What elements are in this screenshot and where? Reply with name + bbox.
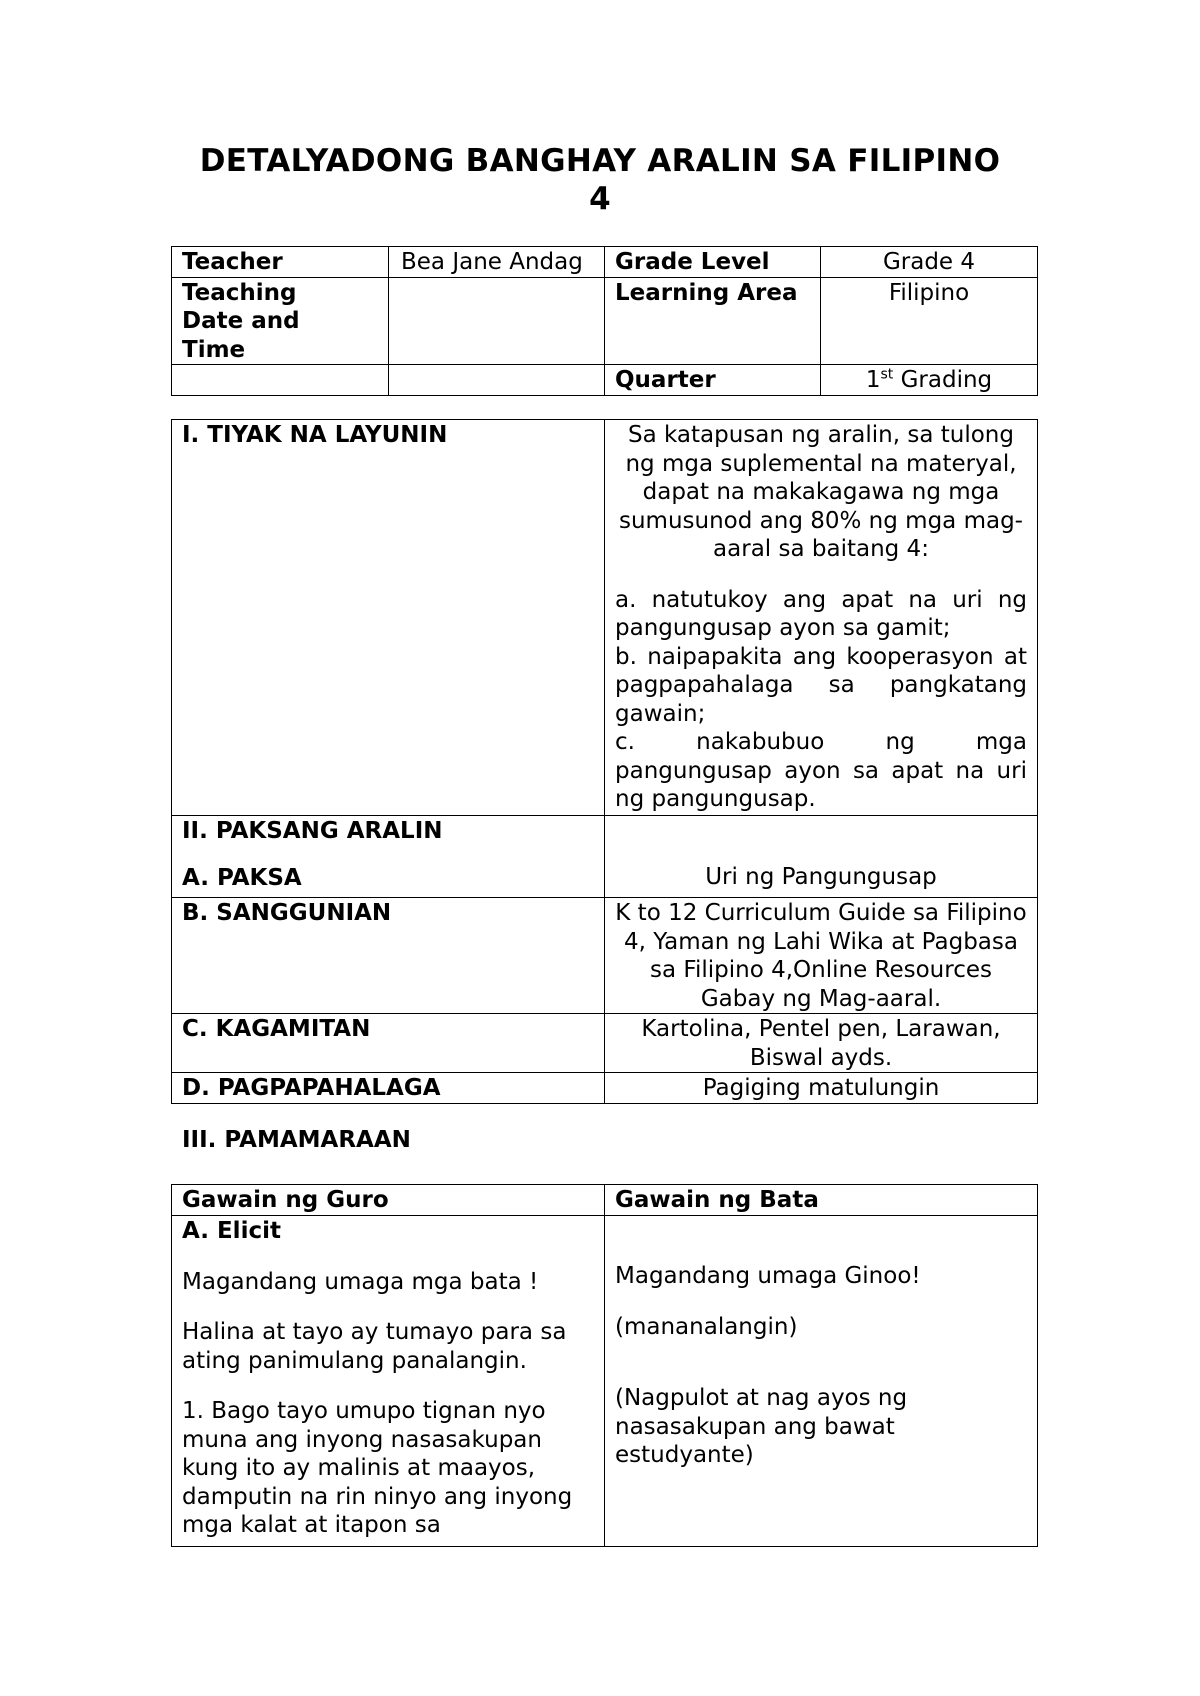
info-row-date (172, 277, 1038, 365)
teacher-greeting: Magandang umaga mga bata ! (182, 1268, 539, 1295)
grade-value: Grade 4 (821, 247, 1038, 278)
date-label-line: Date and (182, 308, 300, 334)
student-cleanup: (Nagpulot at nag ayos ng nasasakupan ang bawat estudyante) (615, 1385, 908, 1468)
reference-label: B. SANGGUNIAN (172, 898, 605, 1014)
teacher-prayer: Halina at tayo ay tumayo para sa ating panimulang panalangin. (182, 1319, 567, 1374)
objectives-content (605, 420, 1038, 816)
subject-row (172, 816, 1038, 898)
student-prayer: (mananalangin) (615, 1313, 798, 1340)
topic-value: Uri ng Pangungusap (705, 864, 937, 890)
teacher-label: Teacher (172, 247, 389, 278)
student-greeting: Magandang umaga Ginoo! (615, 1263, 921, 1289)
student-activities (605, 1216, 1038, 1547)
teacher-column-header: Gawain ng Guro (172, 1185, 605, 1216)
quarter-number: 1 (865, 367, 881, 393)
quarter-ordinal-suffix: st (880, 366, 894, 383)
topic-label: A. PAKSA (182, 864, 302, 891)
empty-cell (389, 365, 605, 396)
procedure-header-row (172, 1185, 1038, 1216)
subject-heading: II. PAKSANG ARALIN (182, 818, 443, 844)
date-label (172, 277, 389, 365)
objective-a: a. natutukoy ang apat na uri ng pangungusap ayon sa gamit; (615, 586, 1027, 641)
title-line-2: 4 (589, 181, 611, 217)
objectives-intro: Sa katapusan ng aralin, sa tulong ng mga suplemental na materyal, dapat na makakagawa ng mga sumusunod ang 80% ng mga mag-aaral sa baitang 4: (619, 422, 1023, 562)
date-label-line: Teaching (182, 279, 297, 306)
student-column-header: Gawain ng Bata (605, 1185, 1038, 1216)
materials-value: Kartolina, Pentel pen, Larawan, Biswal ayds. (605, 1014, 1038, 1073)
teacher-item-1: 1. Bago tayo umupo tignan nyo muna ang inyong nasasakupan kung ito ay malinis at maayos, damputin na rin ninyo ang inyong mga kalat at itapon sa (182, 1398, 573, 1538)
elicit-row (172, 1216, 1038, 1547)
values-label: D. PAGPAPAHALAGA (172, 1073, 605, 1104)
grade-label: Grade Level (605, 247, 821, 278)
info-row-teacher (172, 247, 1038, 278)
info-row-quarter (172, 365, 1038, 396)
objectives-heading: I. TIYAK NA LAYUNIN (172, 420, 605, 816)
date-value (389, 277, 605, 365)
objective-c: c. nakabubuo ng mga pangungusap ayon sa apat na uri ng pangungusap. (615, 729, 1027, 812)
date-label-line: Time (182, 336, 246, 363)
info-table (171, 246, 1038, 396)
procedure-heading: III. PAMAMARAAN (182, 1127, 411, 1153)
quarter-label: Quarter (605, 365, 821, 396)
reference-value: K to 12 Curriculum Guide sa Filipino 4, Yaman ng Lahi Wika at Pagbasa sa Filipino 4,Online Resources Gabay ng Mag-aaral. (605, 898, 1038, 1014)
teacher-activities (172, 1216, 605, 1547)
area-label: Learning Area (605, 277, 821, 365)
teacher-value: Bea Jane Andag (389, 247, 605, 278)
topic-cell (605, 816, 1038, 898)
elicit-label: A. Elicit (182, 1218, 281, 1244)
materials-row (172, 1014, 1038, 1073)
lesson-table (171, 419, 1038, 1104)
materials-label: C. KAGAMITAN (172, 1014, 605, 1073)
quarter-grading: Grading (893, 367, 993, 393)
subject-cell (172, 816, 605, 898)
area-value: Filipino (821, 277, 1038, 365)
empty-cell (172, 365, 389, 396)
values-row (172, 1073, 1038, 1104)
quarter-value (821, 365, 1038, 396)
procedure-table (171, 1184, 1038, 1547)
reference-row (172, 898, 1038, 1014)
objectives-row (172, 420, 1038, 816)
title-line-1: DETALYADONG BANGHAY ARALIN SA FILIPINO (199, 143, 1001, 179)
document-title (171, 142, 1029, 218)
values-value: Pagiging matulungin (605, 1073, 1038, 1104)
objective-b: b. naipapakita ang kooperasyon at pagpapahalaga sa pangkatang gawain; (615, 643, 1027, 727)
